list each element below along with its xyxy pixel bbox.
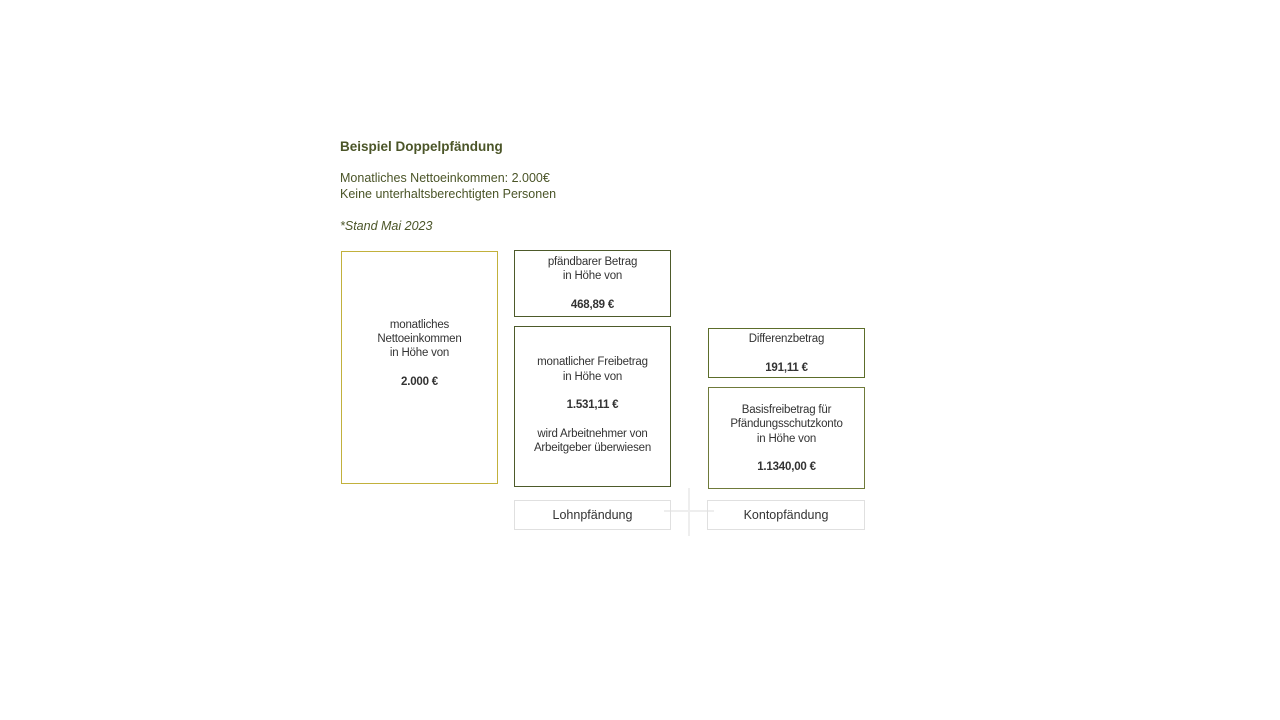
difference-amount-box (708, 328, 865, 378)
date-note: *Stand Mai 2023 (340, 219, 433, 233)
monthly-allowance-box (514, 326, 671, 487)
difference-label: Differenzbetrag (748, 333, 825, 345)
net-income-label-1: monatliches (389, 318, 450, 331)
net-income-label-2: Nettoeinkommen (377, 333, 462, 346)
allowance-label-1: monatlicher Freibetrag (537, 356, 648, 369)
difference-value: 191,11 € (765, 361, 808, 374)
garnishable-value: 468,89 € (570, 298, 615, 311)
connector-vertical-line (688, 488, 690, 536)
basic-allowance-label-2: Pfändungsschutzkonto (730, 418, 843, 431)
page-title: Beispiel Doppelpfändung (340, 139, 503, 154)
basic-allowance-label-1: Basisfreibetrag für (741, 404, 832, 416)
net-income-value: 2.000 € (401, 375, 438, 388)
net-income-box (341, 251, 498, 484)
allowance-label-2: in Höhe von (562, 370, 623, 383)
garnishable-label-2: in Höhe von (562, 270, 623, 283)
garnishable-amount-box (514, 250, 671, 317)
allowance-note-2: Arbeitgeber überwiesen (533, 442, 652, 455)
wage-garnishment-label: Lohnpfändung (514, 500, 671, 530)
net-income-label-3: in Höhe von (389, 347, 450, 360)
net-income-info: Monatliches Nettoeinkommen: 2.000€ (340, 171, 550, 185)
basic-allowance-box (708, 387, 865, 489)
basic-allowance-label-3: in Höhe von (756, 432, 817, 445)
allowance-note-1: wird Arbeitnehmer von (537, 427, 648, 440)
account-garnishment-label: Kontopfändung (707, 500, 865, 530)
allowance-value: 1.531,11 € (566, 399, 619, 412)
basic-allowance-value: 1.1340,00 € (757, 461, 816, 474)
garnishable-label-1: pfändbarer Betrag (547, 256, 638, 268)
dependents-info: Keine unterhaltsberechtigten Personen (340, 187, 557, 201)
